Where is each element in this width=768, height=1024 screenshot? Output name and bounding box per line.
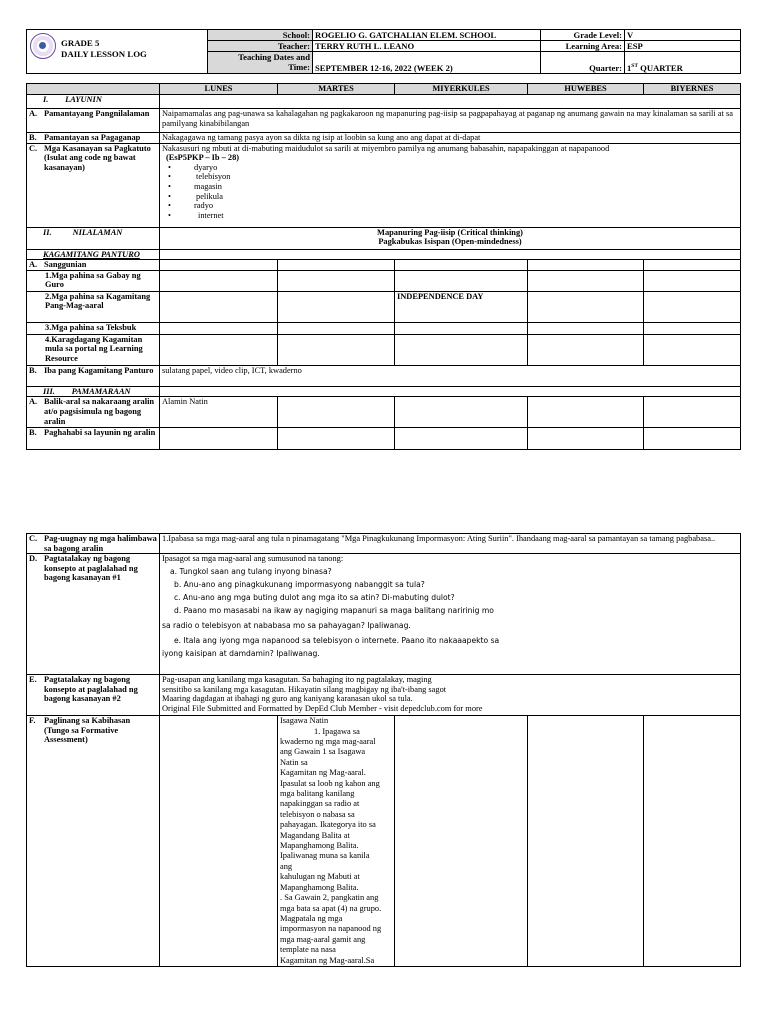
list-item: • dyaryo [168,162,218,172]
list-item: • radyo [168,201,214,211]
balik-aral-label: A. Balik-aral sa nakaraang aralin at/o pagsisimula ng bagong aralin [27,397,160,428]
section-nilalaman-title: II. NILALAMAN [27,227,160,249]
day-huwebes: HUWEBES [528,84,644,95]
deped-seal-icon [30,33,56,59]
quarter-value: 1ST QUARTER [625,52,741,74]
dates-label: Teaching Dates and Time: [208,52,313,74]
day-header-row [27,84,741,95]
sanggunian-row [27,260,741,271]
pamantayan-pagaganap-text: Nakagagawa ng tamang pasya ayon sa dikta ng isip at loobin sa kung ano ang dapat at di-dapat [160,133,741,144]
teksbuk-label: 3.Mga pahina sa Teksbuk [27,322,160,334]
pagtatalakay-2-content [160,675,741,716]
list-item: • magasin [168,181,222,191]
balik-aral-text: Alamin Natin [160,397,278,428]
grade-and-title [61,38,147,60]
day-lunes: LUNES [160,84,278,95]
question-e-cont: iyong kaisipan at damdamin? Ipaliwanag. [162,649,320,659]
gabay-guro-label: 1.Mga pahina sa Gabay ng Guro [27,270,160,291]
lesson-table-part2 [26,533,741,967]
pamantayang-pangnilalaman-label: A. Pamantayang Pangnilalaman [27,109,160,133]
pamantayang-pangnilalaman-text: Naipamamalas ang pag-unawa sa kahalagahan ng pagkakaroon ng mapanuring pag-iisip sa pagpapahayag at paganap ng anumang gawain na may kinalaman sa sarili at sa pamilyang kinabibilangan [160,109,741,133]
pag-uugnay-label: C. Pag-uugnay ng mga halimbawa sa bagong aralin [27,534,160,554]
sanggunian-label: A. Sanggunian [27,260,160,271]
grade-level-value: V [625,30,741,41]
pagtatalakay-2-row [27,675,741,716]
iba-pang-kagamitan-row [27,365,741,386]
pagtatalakay-1-label: D. Pagtatalakay ng bagong konsepto at paglalahad ng bagong kasanayan #1 [27,554,160,675]
nilalaman-line-1: Mapanuring Pag-iisip (Critical thinking) [377,227,523,237]
karagdagang-kagamitan-label: 4.Karagdagang Kagamitan mula sa portal ng Learning Resource [27,334,160,365]
kasanayan-text: Nakasusuri ng mbuti at di-mabuting maidudulot sa sarili at miyembro pamilya ng anumang babasahin, napapakinggan at napapanood [162,143,610,153]
day-martes: MARTES [278,84,395,95]
nilalaman-line-2: Pagkabukas Isispan (Open-mindedness) [378,237,522,247]
list-item: • pelikula [168,191,223,201]
kagamitang-mag-aaral-row [27,291,741,322]
learning-area-value: ESP [625,41,741,52]
pagtatalakay-1-row [27,554,741,675]
list-item: • internet [168,210,224,220]
section-pamamaraan-title: III. PAMAMARAAN [27,386,160,397]
pamamaraan-row [27,386,741,397]
paglinang-martes-content: Isagawa Natin 1. Ipagawa sa kwaderno ng mga mag-aaral ang Gawain 1 sa Isagawa Natin sa Kagamitan ng Mag-aaral. Ipasulat sa loob ng kahon ang mga balitang kanilang napakinggan sa radio at telebisyon o nabasa sa pahayagan. Ikategorya ito sa Magandang Balita at Mapanghamong Balita. Ipaliwanag muna sa kanila ang kahulugan ng Mabuti at Mapanghamong Balita. . Sa Gawain 2, pangkatin ang mga bata sa apat (4) na grupo. Magpatala ng mga impormasyon na napanood ng mga mag-aaral gamit ang template na nasa Kagamitan ng Mag-aaral.Sa [278,716,395,967]
pagtatalakay-2-line: sensitibo sa kanilang mga kasagutan. Hikayatin silang magbigay ng iba't-ibang sagot [162,684,447,694]
kagamitang-mag-aaral-label: 2.Mga pahina sa Kagamitang Pang-Mag-aaral [27,291,160,322]
iba-pang-kagamitan-label: B. Iba pang Kagamitang Panturo [27,365,160,386]
teacher-label: Teacher: [208,41,313,52]
teacher-value: TERRY RUTH L. LEANO [313,41,541,52]
nilalaman-content [160,227,741,249]
balik-aral-row [27,397,741,428]
nilalaman-row [27,227,741,249]
grade-label: GRADE 5 [61,38,100,48]
lesson-table-part1 [26,83,741,450]
iba-pang-kagamitan-text: sulatang papel, video clip, ICT, kwaderno [160,365,741,386]
learning-area-label: Learning Area: [541,41,625,52]
kagamitan-title: KAGAMITANG PANTURO [27,249,160,260]
header-table [26,29,741,74]
gabay-guro-row [27,270,741,291]
kagamitan-row [27,249,741,260]
paghahabi-label: B. Paghahabi sa layunin ng aralin [27,428,160,450]
pamantayang-pangnilalaman-row [27,109,741,133]
day-miyerkules: MIYERKULES [395,84,528,95]
day-biyernes: BIYERNES [644,84,741,95]
school-value: ROGELIO G. GATCHALIAN ELEM. SCHOOL [313,30,541,41]
dates-value: SEPTEMBER 12-16, 2022 (WEEK 2) [313,52,541,74]
pagtatalakay-2-line: Pag-usapan ang kanilang mga kasagutan. Sa bahaging ito ng pagtalakay, maging [162,675,432,685]
question-e: e. Itala ang iyong mga napanood sa telebisyon o internete. Paano ito nakaaapekto sa [174,636,500,646]
pag-uugnay-row [27,534,741,554]
list-item: • telebisyon [168,172,231,182]
pagtatalakay-2-line: Maaring dagdagan at ibahagi ng guro ang kaniyang karanasan ukol sa tula. [162,694,413,704]
pagtatalakay-1-intro: Ipasagot sa mga mag-aaral ang sumusunod na tanong: [162,554,344,564]
kasanayan-list [162,163,738,221]
teksbuk-row [27,322,741,334]
depedclub-credit: Original File Submitted and Formatted by DepEd Club Member - visit depedclub.com for more [162,703,483,713]
kasanayan-content [160,143,741,227]
quarter-label: Quarter: [541,52,625,74]
question-d-cont: sa radio o telebisyon at nababasa mo sa pahayagan? Ipaliwanag. [162,621,411,631]
karagdagang-kagamitan-row [27,334,741,365]
pamantayan-pagaganap-label: B. Pamantayan sa Pagaganap [27,133,160,144]
paglinang-row [27,716,741,967]
question-d: d. Paano mo masasabi na ikaw ay nagiging mapanuri sa maga balitang naririnig mo [174,606,494,616]
question-a: a. Tungkol saan ang tulang inyong binasa? [170,567,332,577]
pag-uugnay-text: 1.Ipabasa sa mga mag-aaral ang tula n pinamagatang "Mga Pinagkukunang Impormasyon: Ating Suriin". Ihandaang mag-aaral sa pamantayan sa tamang pagbabasa.. [160,534,741,554]
kasanayan-label: C. Mga Kasanayan sa Pagkatuto (Isulat ang code ng bawat kasanayan) [27,143,160,227]
logo-cell [27,30,208,74]
question-c: c. Anu-ano ang mga buting dulot ang mga ito sa atin? Di-mabuting dulot? [174,593,455,603]
section-layunin-row [27,95,741,109]
paglinang-label: F. Paglinang sa Kabihasan (Tungo sa Formative Assessment) [27,716,160,967]
school-label: School: [208,30,313,41]
grade-level-label: Grade Level: [541,30,625,41]
kasanayan-code: (EsP5PKP – Ib – 28) [166,153,240,163]
pagtatalakay-2-label: E. Pagtatalakay ng bagong konsepto at paglalahad ng bagong kasanayan #2 [27,675,160,716]
log-title: DAILY LESSON LOG [61,49,147,59]
pamantayan-pagaganap-row [27,133,741,144]
kasanayan-row [27,143,741,227]
pagtatalakay-1-content [160,554,741,675]
section-layunin-title: I. LAYUNIN [27,95,160,109]
paghahabi-row [27,428,741,450]
question-b: b. Anu-ano ang pinagkukunang impormasyong nabanggit sa tula? [174,580,425,590]
isagawa-natin-title: Isagawa Natin [280,716,329,726]
independence-day-label: INDEPENDENCE DAY [395,291,528,322]
